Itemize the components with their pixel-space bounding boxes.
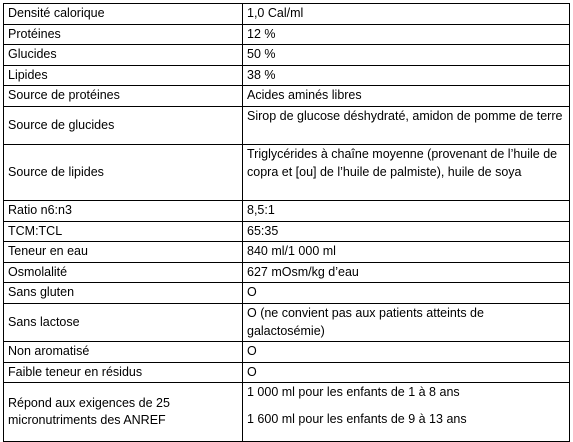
row-label: Ratio n6:n3 bbox=[4, 200, 243, 221]
row-label: Lipides bbox=[4, 65, 243, 86]
row-label: Faible teneur en résidus bbox=[4, 362, 243, 383]
row-label: Sans lactose bbox=[4, 303, 243, 341]
row-value: 65:35 bbox=[243, 221, 570, 242]
row-value: Triglycérides à chaîne moyenne (provenant de l’huile de copra et [ou] de l’huile de palmiste), huile de soya bbox=[243, 144, 570, 200]
table-row bbox=[4, 45, 570, 66]
table-row bbox=[4, 4, 570, 25]
table-row bbox=[4, 144, 570, 200]
table-row bbox=[4, 106, 570, 144]
table-row bbox=[4, 65, 570, 86]
row-value: 50 % bbox=[243, 45, 570, 66]
row-label: Répond aux exigences de 25 micronutriments des ANREF bbox=[4, 383, 243, 442]
table-row bbox=[4, 303, 570, 341]
table-row bbox=[4, 383, 570, 442]
row-value bbox=[243, 383, 570, 442]
table-row bbox=[4, 342, 570, 363]
row-label: Source de glucides bbox=[4, 106, 243, 144]
row-value: O (ne convient pas aux patients atteints de galactosémie) bbox=[243, 303, 570, 341]
row-value: 840 ml/1 000 ml bbox=[243, 242, 570, 263]
spacer bbox=[247, 402, 565, 411]
nutrition-spec-table bbox=[3, 3, 570, 442]
row-value: O bbox=[243, 342, 570, 363]
row-label: Osmolalité bbox=[4, 262, 243, 283]
value-line: 1 000 ml pour les enfants de 1 à 8 ans bbox=[247, 385, 460, 400]
row-value: Sirop de glucose déshydraté, amidon de pomme de terre bbox=[243, 106, 570, 144]
row-value: O bbox=[243, 362, 570, 383]
row-value: O bbox=[243, 283, 570, 304]
row-value: 38 % bbox=[243, 65, 570, 86]
row-label: Protéines bbox=[4, 24, 243, 45]
table-row bbox=[4, 221, 570, 242]
table-row bbox=[4, 200, 570, 221]
row-value: 12 % bbox=[243, 24, 570, 45]
row-value: 8,5:1 bbox=[243, 200, 570, 221]
row-value: 627 mOsm/kg d’eau bbox=[243, 262, 570, 283]
table-row bbox=[4, 242, 570, 263]
row-label: Source de protéines bbox=[4, 86, 243, 107]
row-label: TCM:TCL bbox=[4, 221, 243, 242]
row-value: 1,0 Cal/ml bbox=[243, 4, 570, 25]
value-line: 1 600 ml pour les enfants de 9 à 13 ans bbox=[247, 411, 467, 426]
table-row bbox=[4, 283, 570, 304]
table-row bbox=[4, 362, 570, 383]
row-value: Acides aminés libres bbox=[243, 86, 570, 107]
row-label: Teneur en eau bbox=[4, 242, 243, 263]
table-row bbox=[4, 86, 570, 107]
row-label: Densité calorique bbox=[4, 4, 243, 25]
row-label: Glucides bbox=[4, 45, 243, 66]
row-label: Sans gluten bbox=[4, 283, 243, 304]
row-label: Non aromatisé bbox=[4, 342, 243, 363]
table-row bbox=[4, 24, 570, 45]
table-row bbox=[4, 262, 570, 283]
row-label: Source de lipides bbox=[4, 144, 243, 200]
